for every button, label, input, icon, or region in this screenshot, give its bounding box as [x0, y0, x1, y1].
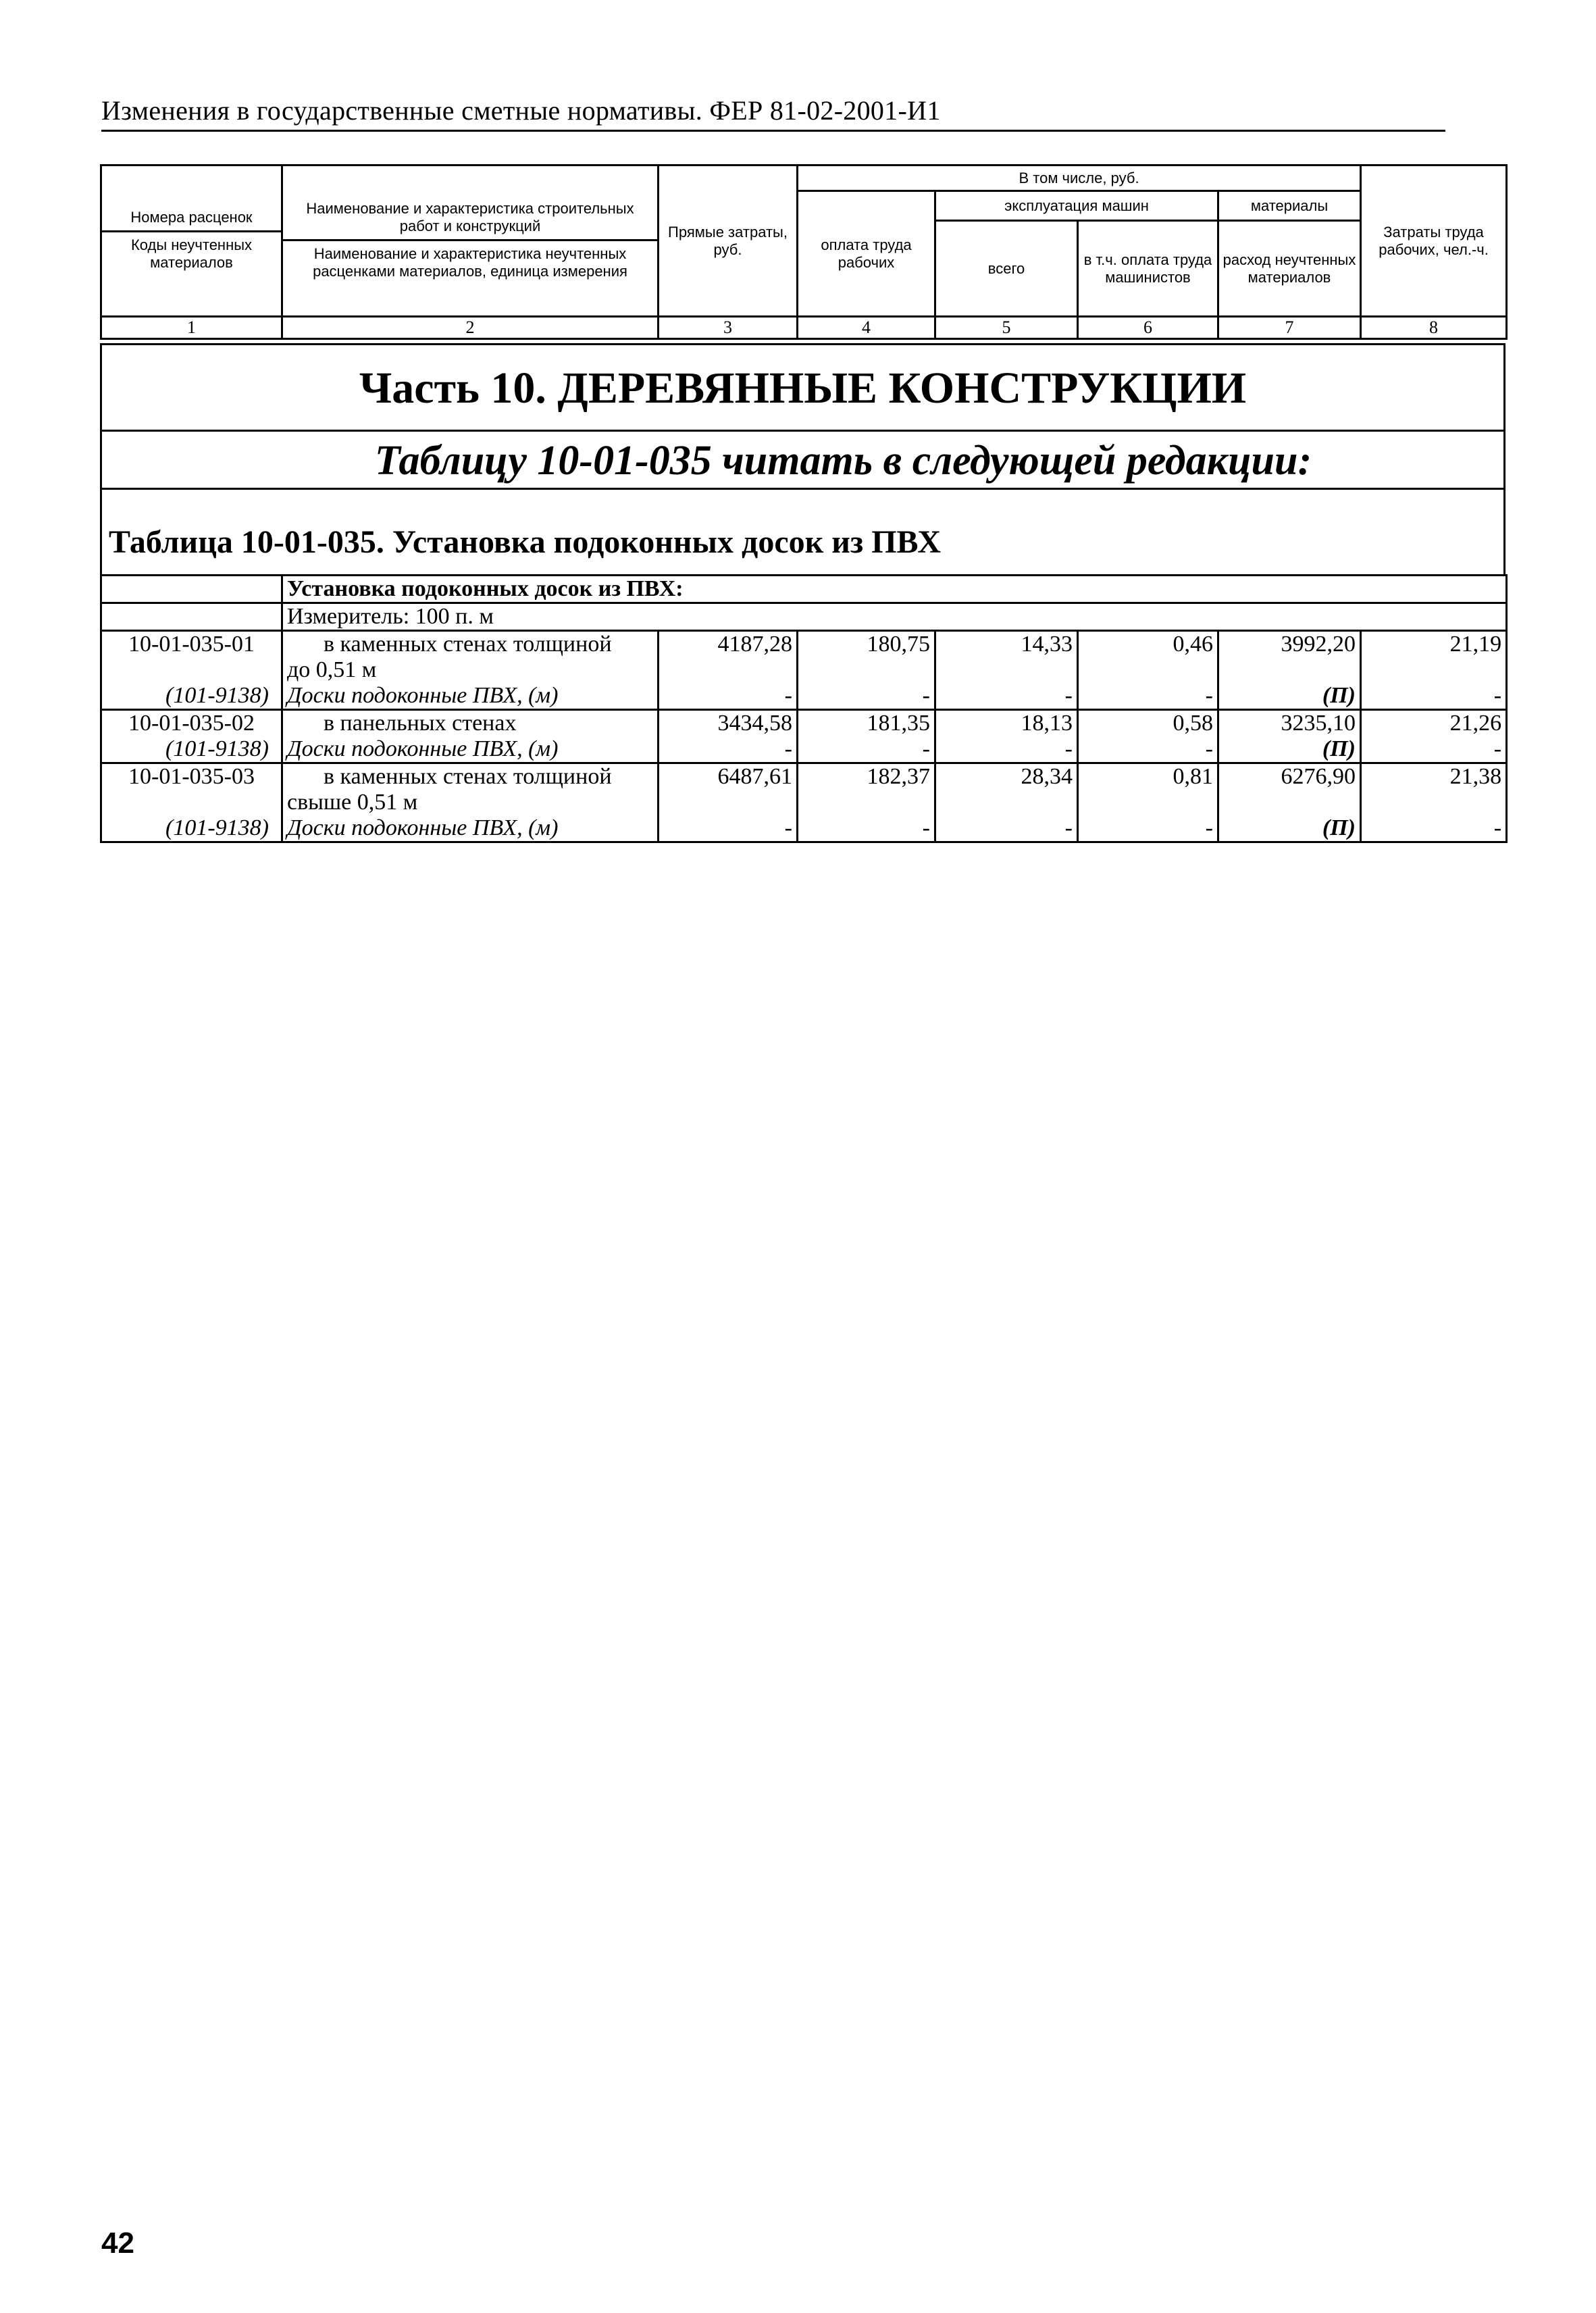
col-labor-pay-header: оплата труда рабочих [798, 191, 935, 317]
col-number-1: 1 [101, 317, 282, 339]
col-number-5: 5 [935, 317, 1078, 339]
labor-pay: 181,35 [798, 710, 935, 737]
col-number-8: 8 [1361, 317, 1507, 339]
material-row: (101-9138) Доски подоконные ПВХ, (м) - - - - (П) - [101, 736, 1507, 763]
table-row [101, 710, 1507, 737]
machines-total: 18,13 [935, 710, 1078, 737]
material-row: (101-9138) Доски подоконные ПВХ, (м) - - - - (П) - [101, 815, 1507, 842]
rate-code: 10-01-035-02 [101, 710, 282, 737]
column-header-table [100, 164, 1508, 340]
rate-code: 10-01-035-01 [101, 631, 282, 658]
col-machinists-pay-header: в т.ч. оплата труда машинистов [1078, 221, 1218, 317]
table-title: Таблица 10-01-035. Установка подоконных досок из ПВХ [100, 488, 1505, 574]
direct-costs: 6487,61 [659, 763, 798, 790]
material-flag: (П) [1218, 815, 1361, 842]
running-header: Изменения в государственные сметные нормативы. ФЕР 81-02-2001-И1 [101, 95, 1445, 132]
col-number-7: 7 [1218, 317, 1361, 339]
col-materials-header: материалы [1218, 191, 1361, 221]
group-title: Установка подоконных досок из ПВХ: [282, 576, 1507, 603]
redaction-note: Таблицу 10-01-035 читать в следующей редакции: [100, 430, 1505, 488]
col-machines-header: эксплуатация машин [935, 191, 1218, 221]
material-row: (101-9138) Доски подоконные ПВХ, (м) - - - - (П) - [101, 683, 1507, 710]
col-machines-total-header: всего [935, 221, 1078, 317]
material-name: Доски подоконные ПВХ, (м) [282, 736, 659, 763]
material-code: (101-9138) [101, 683, 282, 710]
labor-hours: 21,26 [1361, 710, 1507, 737]
rate-name: в каменных стенах толщиной [282, 763, 659, 790]
labor-pay: 180,75 [798, 631, 935, 658]
table-row [101, 631, 1507, 658]
labor-pay: 182,37 [798, 763, 935, 790]
rate-name: в каменных стенах толщиной [282, 631, 659, 658]
meter-row [101, 603, 1507, 631]
group-title-row [101, 576, 1507, 603]
col-number-2: 2 [282, 317, 659, 339]
rate-code: 10-01-035-03 [101, 763, 282, 790]
materials-cost: 6276,90 [1218, 763, 1361, 790]
rate-name-cont: до 0,51 м [282, 657, 659, 683]
direct-costs: 4187,28 [659, 631, 798, 658]
table-row-continuation [101, 657, 1507, 683]
materials-cost: 3992,20 [1218, 631, 1361, 658]
machines-total: 14,33 [935, 631, 1078, 658]
col-group-header: В том числе, руб. [798, 166, 1361, 191]
col-direct-costs-header: Прямые затраты, руб. [659, 166, 798, 317]
material-flag: (П) [1218, 736, 1361, 763]
table-row-continuation [101, 790, 1507, 815]
meter-label: Измеритель: 100 п. м [282, 603, 1507, 631]
col-unaccounted-materials-header: расход неучтенных материалов [1218, 221, 1361, 317]
material-code: (101-9138) [101, 815, 282, 842]
materials-cost: 3235,10 [1218, 710, 1361, 737]
page-number: 42 [101, 2227, 134, 2260]
col-number-3: 3 [659, 317, 798, 339]
machines-total: 28,34 [935, 763, 1078, 790]
part-title: Часть 10. ДЕРЕВЯННЫЕ КОНСТРУКЦИИ [100, 343, 1505, 430]
rate-name: в панельных стенах [282, 710, 659, 737]
col-labor-hours-header: Затраты труда рабочих, чел.-ч. [1361, 166, 1507, 317]
material-flag: (П) [1218, 683, 1361, 710]
machinists-pay: 0,58 [1078, 710, 1218, 737]
col-name-header: Наименование и характеристика строительных работ и конструкций Наименование и характеристика неучтенных расценками материалов, единица измерения [282, 166, 659, 317]
col-number-6: 6 [1078, 317, 1218, 339]
col-number-4: 4 [798, 317, 935, 339]
col-rate-number-header: Номера расценок Коды неучтенных материалов [101, 166, 282, 317]
labor-hours: 21,38 [1361, 763, 1507, 790]
direct-costs: 3434,58 [659, 710, 798, 737]
material-name: Доски подоконные ПВХ, (м) [282, 683, 659, 710]
material-name: Доски подоконные ПВХ, (м) [282, 815, 659, 842]
rate-name-cont: свыше 0,51 м [282, 790, 659, 815]
table-row [101, 763, 1507, 790]
machinists-pay: 0,81 [1078, 763, 1218, 790]
labor-hours: 21,19 [1361, 631, 1507, 658]
material-code: (101-9138) [101, 736, 282, 763]
rates-table [100, 574, 1508, 843]
machinists-pay: 0,46 [1078, 631, 1218, 658]
